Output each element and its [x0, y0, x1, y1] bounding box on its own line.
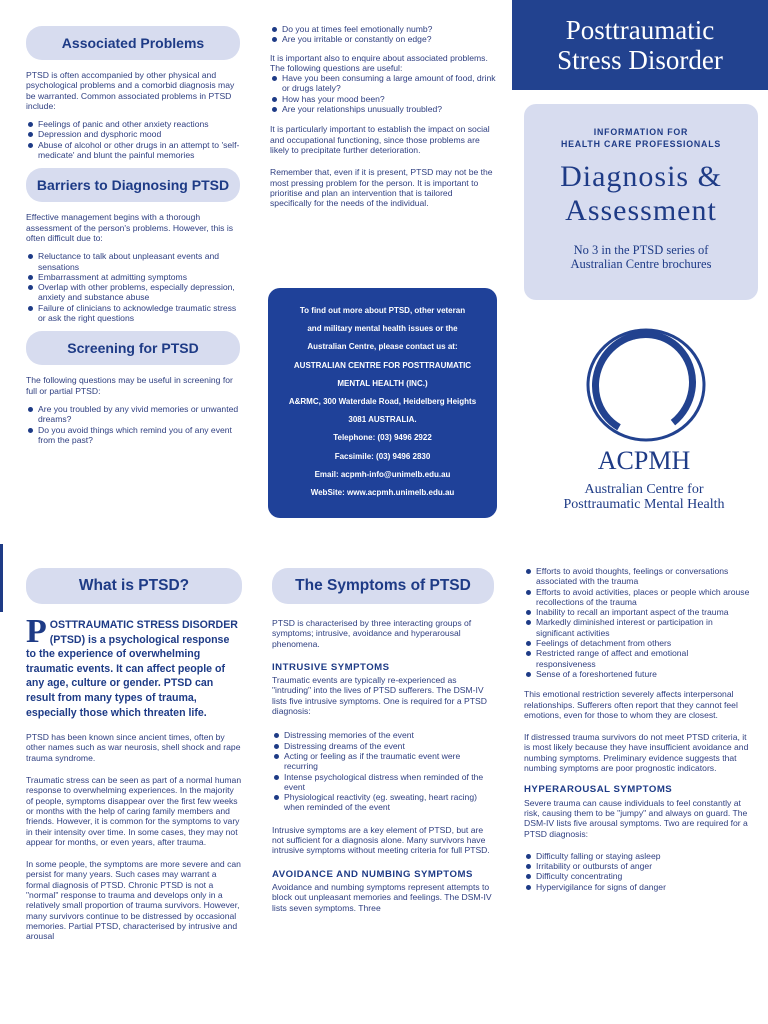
remember-paragraph: Remember that, even if it is present, PTSD may not be the most pressing problem for the person. It is important to prioritise and plan an intervention that is tailored specifically for the needs of the individual. — [270, 167, 493, 209]
what-is-ptsd-heading: What is PTSD? — [26, 568, 242, 604]
cover-title-line: Stress Disorder — [557, 45, 723, 75]
audience-label — [524, 104, 758, 150]
associated-intro: PTSD is often accompanied by other physical and psychological problems and a comorbid diagnosis may be warranted. Common associated problems in PTSD include: — [26, 70, 235, 111]
intro-lead-text: OSTTRAUMATIC STRESS DISORDER (PTSD) is a psychological response to the experience of overwhelming traumatic events. It can affect people of any age, culture or gender. PTSD can result from many types of trauma, especially those which threaten life. — [26, 619, 238, 719]
hyperarousal-list — [524, 851, 750, 892]
list-item: Are you troubled by any vivid memories or unwanted dreams? — [38, 403, 239, 425]
list-item: Embarrassment at admitting symptoms — [38, 272, 240, 282]
barriers-intro: Effective management begins with a thorough assessment of the person's problems. However, this is often difficult due to: — [26, 212, 234, 243]
organisation-block — [520, 446, 768, 512]
fold-marker — [0, 544, 3, 612]
list-item: Overlap with other problems, especially depression, anxiety and substance abuse — [38, 282, 240, 303]
list-item: Inability to recall an important aspect of the trauma — [536, 607, 750, 617]
history-paragraph: PTSD has been known since ancient times, often by other names such as war neurosis, shell shock and rape trauma syndrome. — [26, 732, 241, 763]
cover-info-box — [524, 104, 758, 300]
screening-list-cont — [270, 24, 496, 45]
list-item: Physiological reactivity (eg. sweating, heart racing) when reminded of the event — [284, 792, 494, 813]
list-item: Depression and dysphoric mood — [38, 129, 240, 139]
list-item: Sense of a foreshortened future — [536, 669, 750, 679]
column-top-left — [26, 26, 240, 453]
contact-box — [268, 288, 497, 518]
associated-questions-list — [270, 73, 496, 114]
impact-paragraph: It is particularly important to establish the impact on social and occupational functioning, since those problems are likely to precipitate further deterioration. — [270, 124, 490, 155]
list-item: Efforts to avoid thoughts, feelings or conversations associated with the trauma — [536, 566, 750, 587]
avoidance-list — [524, 566, 750, 679]
list-item: Markedly diminished interest or participation in significant activities — [536, 617, 750, 638]
contact-telephone: Telephone: (03) 9496 2922 — [333, 433, 432, 443]
list-item: Distressing memories of the event — [284, 730, 494, 740]
symptoms-heading: The Symptoms of PTSD — [272, 568, 494, 604]
list-item: Acting or feeling as if the traumatic event were recurring — [284, 751, 494, 772]
column-bottom-middle — [272, 568, 494, 1024]
cover-title-line: Posttraumatic — [565, 15, 715, 45]
audience-line: INFORMATION FOR — [593, 127, 689, 137]
contact-line: 3081 AUSTRALIA. — [348, 415, 417, 425]
list-item: Failure of clinicians to acknowledge traumatic stress or ask the right questions — [38, 303, 240, 324]
list-item: Restricted range of affect and emotional responsiveness — [536, 648, 750, 669]
organisation-name-line: Australian Centre for — [584, 482, 704, 497]
organisation-name-line: Posttraumatic Mental Health — [563, 497, 725, 512]
series-line: No 3 in the PTSD series of — [573, 243, 709, 257]
contact-line: Australian Centre, please contact us at: — [307, 342, 458, 352]
list-item: Do you avoid things which remind you of any event from the past? — [38, 425, 240, 446]
list-item: Feelings of detachment from others — [536, 638, 750, 648]
list-item: Feelings of panic and other anxiety reactions — [38, 119, 240, 129]
barriers-list — [26, 251, 240, 323]
list-item: Irritability or outbursts of anger — [536, 861, 750, 871]
avoidance-paragraph: Avoidance and numbing symptoms represent attempts to block out unpleasant memories and feelings. The DSM-IV lists seven symptoms. Three — [272, 881, 492, 913]
hyperarousal-heading: HYPERAROUSAL SYMPTOMS — [524, 784, 673, 796]
emotional-restriction-paragraph: This emotional restriction severely affects interpersonal relationships. Sufferers often report that they cannot feel emotions, even for those to whom they are closest. — [524, 689, 738, 720]
screening-list — [26, 404, 240, 445]
drop-cap: P — [26, 613, 47, 650]
intrusive-list — [272, 730, 494, 812]
audience-line: HEALTH CARE PROFESSIONALS — [560, 139, 722, 149]
list-item: Hypervigilance for signs of danger — [536, 882, 750, 892]
contact-line: To find out more about PTSD, other veteran — [299, 306, 466, 315]
list-item: Efforts to avoid activities, places or people which arouse recollections of the trauma — [536, 586, 750, 607]
contact-website[interactable]: WebSite: www.acpmh.unimelb.edu.au — [310, 488, 455, 498]
organisation-acronym: ACPMH — [597, 446, 691, 475]
list-item: Distressing dreams of the event — [284, 741, 494, 751]
associated-problems-heading: Associated Problems — [26, 26, 240, 60]
screening-intro: The following questions may be useful in screening for full or partial PTSD: — [26, 375, 233, 396]
column-bottom-right — [524, 566, 750, 1024]
brochure-title-line: Diagnosis & — [560, 160, 722, 193]
list-item: Difficulty concentrating — [536, 871, 750, 881]
series-note — [524, 244, 758, 271]
series-line: Australian Centre brochures — [570, 256, 712, 271]
symptoms-intro: PTSD is characterised by three interacting groups of symptoms; intrusive, avoidance and hyperarousal phenomena. — [272, 618, 472, 649]
barriers-heading: Barriers to Diagnosing PTSD — [26, 168, 240, 202]
cover-title — [512, 0, 768, 90]
acpmh-logo-icon — [582, 326, 710, 444]
list-item: Difficulty falling or staying asleep — [536, 851, 750, 861]
contact-line: MENTAL HEALTH (INC.) — [337, 378, 428, 388]
column-bottom-left — [26, 568, 242, 1024]
brochure-title — [524, 160, 758, 228]
contact-address: A&RMC, 300 Waterdale Road, Heidelberg Heights — [288, 397, 477, 407]
contact-line: AUSTRALIAN CENTRE FOR POSTTRAUMATIC — [293, 360, 472, 370]
intrusive-paragraph-2: Intrusive symptoms are a key element of PTSD, but are not sufficient for a diagnosis alone. Many survivors have intrusive symptoms without meeting criteria for full PTSD. — [272, 824, 490, 856]
chronic-ptsd-paragraph: In some people, the symptoms are more severe and can persist for many years. Such cases may warrant a formal diagnosis of PTSD. Chronic PTSD is not a "normal" response to trauma and develops only in a relatively small proportion of trauma survivors. However, many survivors continue to be distressed by occasional memories. Partial PTSD, characterised by intrusive and arousal — [26, 859, 241, 942]
list-item: How has your mood been? — [282, 94, 496, 104]
traumatic-stress-paragraph: Traumatic stress can be seen as part of a normal human response to overwhelming experiences. In the majority of people, symptoms disappear over the first few weeks or months with the help of caring family members and friends. However, it is common for the symptoms to vary in their intensity over time. In some cases, they may not appear for months, or even years, after trauma. — [26, 775, 242, 847]
list-item: Are your relationships unusually troubled? — [282, 104, 496, 114]
contact-facsimile: Facsimile: (03) 9496 2830 — [334, 451, 431, 461]
contact-line: and military mental health issues or the — [307, 324, 458, 334]
intrusive-paragraph: Traumatic events are typically re-experienced as "intruding" into the lives of PTSD sufferers. The DSM-IV lists five intrusive symptoms. One is required for a PTSD diagnosis: — [272, 675, 487, 717]
list-item: Are you irritable or constantly on edge? — [282, 34, 496, 44]
list-item: Do you at times feel emotionally numb? — [282, 24, 496, 34]
associated-questions-intro: It is important also to enquire about associated problems. The following questions are useful: — [270, 52, 488, 73]
screening-heading: Screening for PTSD — [26, 331, 240, 365]
list-item: Have you been consuming a large amount of food, drink or drugs lately? — [282, 73, 496, 94]
organisation-name — [520, 482, 768, 512]
list-item: Intense psychological distress when reminded of the event — [284, 772, 494, 793]
list-item: Abuse of alcohol or other drugs in an attempt to 'self-medicate' and blunt the painful memories — [38, 139, 240, 161]
intrusive-heading: INTRUSIVE SYMPTOMS — [272, 661, 390, 673]
avoidance-heading: AVOIDANCE AND NUMBING SYMPTOMS — [272, 868, 473, 880]
intro-lead — [26, 613, 242, 720]
hyperarousal-paragraph: Severe trauma can cause individuals to feel constantly at risk, causing them to be "jumpy" and always on guard. The DSM-IV lists five arousal symptoms. Two are required for a PTSD diagnosis: — [524, 797, 748, 839]
brochure-title-line: Assessment — [565, 194, 717, 227]
list-item: Reluctance to talk about unpleasant events and sensations — [38, 251, 240, 272]
contact-email[interactable]: Email: acpmh-info@unimelb.edu.au — [314, 469, 451, 479]
column-top-middle — [270, 24, 496, 216]
associated-list — [26, 119, 240, 160]
criteria-paragraph: If distressed trauma survivors do not meet PTSD criteria, it is most likely because they have insufficient avoidance and numbing symptoms. Preliminary evidence suggests that numbing symptoms are poor prognostic indicators. — [524, 732, 749, 774]
